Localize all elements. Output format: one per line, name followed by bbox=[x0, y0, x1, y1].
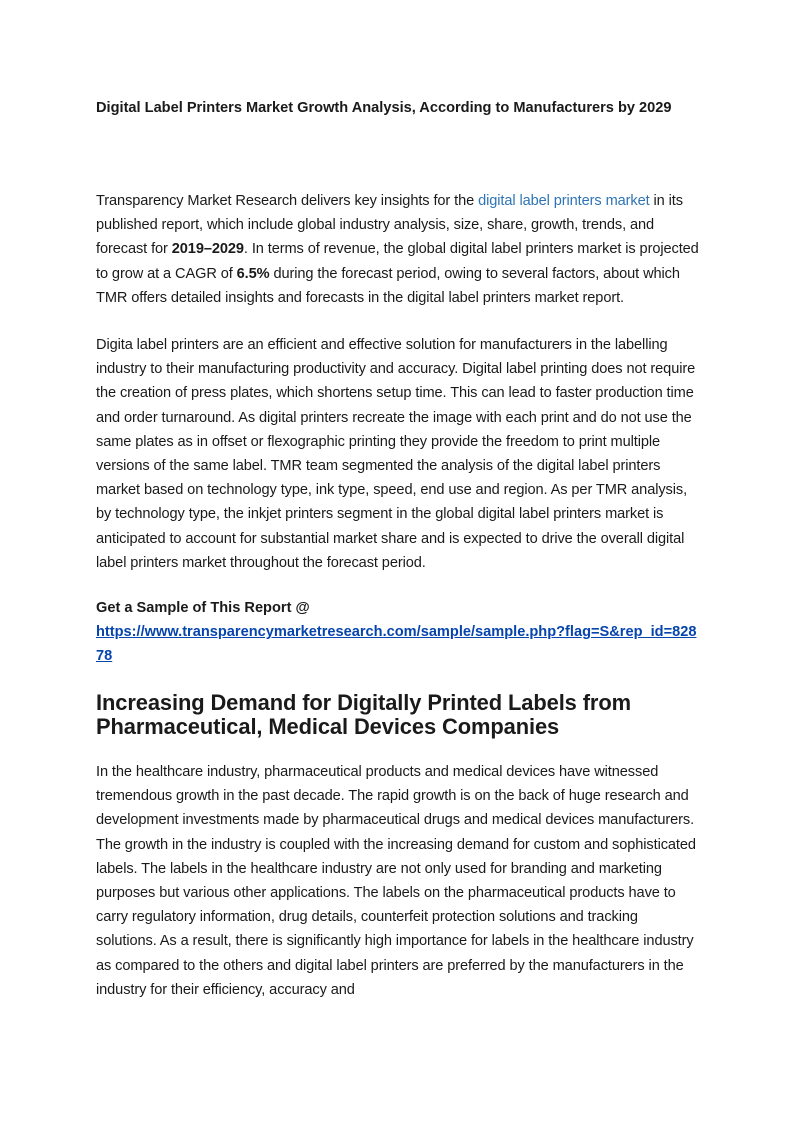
document-page bbox=[96, 96, 702, 1002]
section-heading: Increasing Demand for Digitally Printed Labels from Pharmaceutical, Medical Devices Companies bbox=[96, 689, 631, 739]
intro-paragraph bbox=[96, 189, 702, 310]
overview-paragraph: Digita label printers are an efficient and effective solution for manufacturers in the labelling industry to their manufacturing productivity and accuracy. Digital label printing does not require the creation of press plates, which shortens setup time. This can lead to faster production time and order turnaround. As digital printers recreate the image with each print and do not use the same plates as in offset or flexographic printing they provide the freedom to print multiple versions of the same label. TMR team segmented the analysis of the digital label printers market based on technology type, ink type, speed, end use and region. As per TMR analysis, by technology type, the inkjet printers segment in the global digital label printers market is anticipated to account for substantial market share and is expected to drive the overall digital label printers market throughout the forecast period. bbox=[96, 337, 696, 571]
sample-request-block bbox=[96, 596, 702, 669]
digital-label-printers-market-link[interactable]: digital label printers market bbox=[478, 193, 650, 209]
intro-text-start: Transparency Market Research delivers key insights for the bbox=[96, 193, 479, 209]
sample-report-link[interactable]: https://www.transparencymarketresearch.com/sample/sample.php?flag=S&rep_id=82878 bbox=[96, 624, 697, 665]
sample-request-label: Get a Sample of This Report @ bbox=[96, 600, 310, 617]
document-title: Digital Label Printers Market Growth Analysis, According to Manufacturers by 2029 bbox=[96, 100, 672, 116]
cagr-value: 6.5% bbox=[236, 265, 270, 282]
healthcare-paragraph: In the healthcare industry, pharmaceutical products and medical devices have witnessed tremendous growth in the past decade. The rapid growth is on the back of huge research and development investments made by pharmaceutical drugs and medical devices manufacturers. The growth in the industry is coupled with the increasing demand for custom and sophisticated labels. The labels in the healthcare industry are not only used for branding and marketing purposes but various other applications. The labels on the pharmaceutical products have to carry regulatory information, drug details, counterfeit protection solutions and tracking solutions. As a result, there is significantly high importance for labels in the healthcare industry as compared to the others and digital label printers are preferred by the manufacturers in the industry for their efficiency, accuracy and bbox=[96, 764, 696, 998]
intro-text-end: during the forecast period, owing to several factors, about which TMR offers detailed insights and forecasts in the digital label printers market report. bbox=[96, 265, 680, 306]
forecast-period: 2019–2029 bbox=[171, 241, 244, 258]
intro-text-middle: in its published report, which include global industry analysis, size, share, growth, trends, and forecast for bbox=[96, 193, 683, 258]
intro-text-revenue: . In terms of revenue, the global digital label printers market is projected to grow at a CAGR of bbox=[96, 241, 699, 282]
